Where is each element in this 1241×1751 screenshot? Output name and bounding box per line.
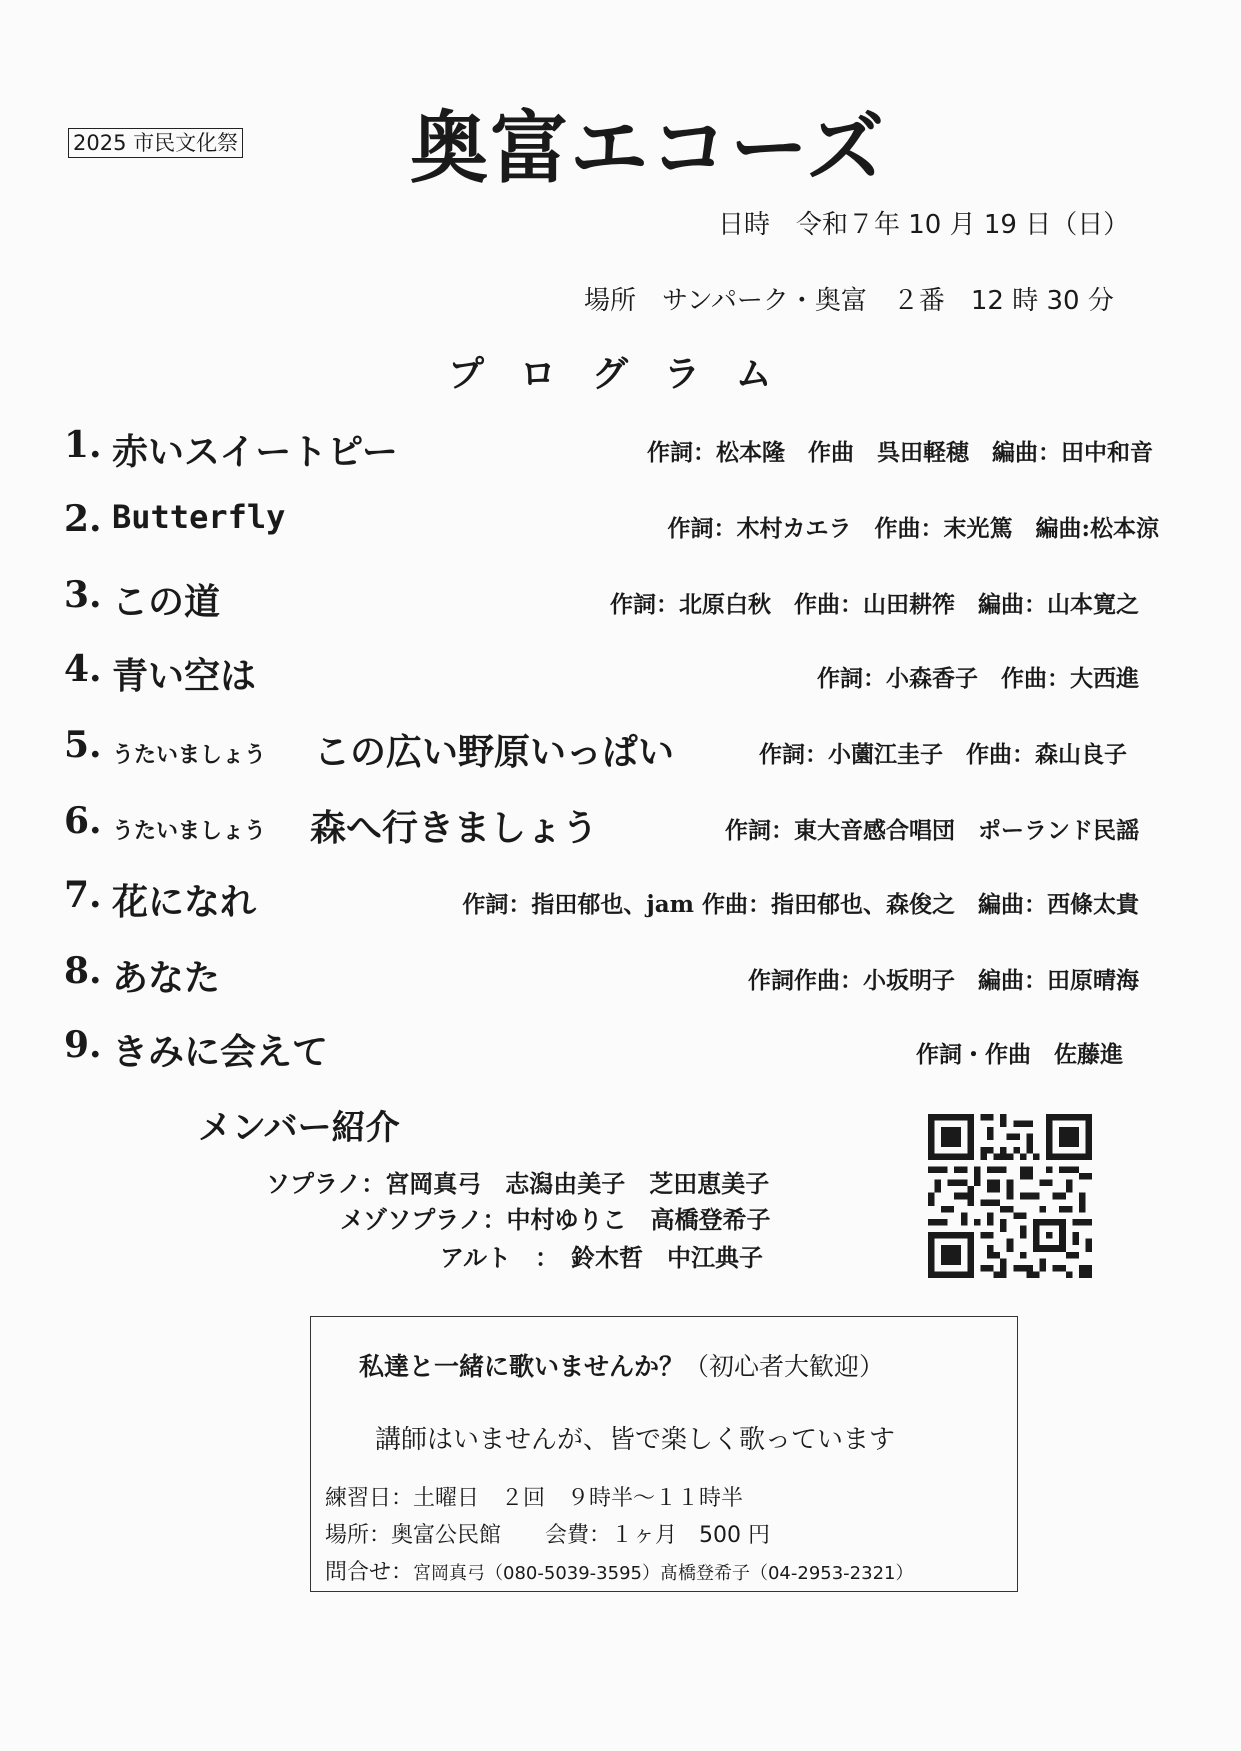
program-item-7-title: 花になれ [112, 881, 257, 923]
program-item-2-credit: 作詞：木村カエラ 作曲：末光篤 編曲:松本涼 [667, 515, 1159, 542]
member-alto: アルト ： 鈴木哲 中江典子 [440, 1243, 764, 1272]
program-item-4-credit: 作詞：小森香子 作曲：大西進 [817, 665, 1139, 692]
program-item-1-title: 赤いスイートピー [112, 431, 398, 473]
program-item-4-number: 4. [64, 648, 102, 690]
program-item-9-number: 9. [64, 1024, 102, 1066]
program-item-8-credit: 作詞作曲：小坂明子 編曲：田原晴海 [748, 967, 1139, 994]
program-item-9-title: きみに会えて [112, 1031, 329, 1073]
festival-badge: 2025 市民文化祭 [68, 128, 243, 158]
member-soprano: ソプラノ：宮岡真弓 志潟由美子 芝田恵美子 [266, 1169, 770, 1198]
program-item-6-credit: 作詞：東大音感合唱団 ポーランド民謡 [725, 817, 1139, 844]
program-item-5-credit: 作詞：小薗江圭子 作曲：森山良子 [759, 741, 1127, 768]
program-item-2-title: Butterfly [112, 498, 286, 536]
program-item-3-credit: 作詞：北原白秋 作曲：山田耕筰 編曲：山本寛之 [610, 591, 1139, 618]
program-item-7-credit: 作詞：指田郁也、jam 作曲：指田郁也、森俊之 編曲：西條太貴 [462, 891, 1139, 918]
member-mezzo-soprano: メゾソプラノ：中村ゆりこ 高橋登希子 [340, 1205, 771, 1234]
program-heading: プログラム [448, 353, 808, 395]
page-title: 奥富エコーズ [410, 103, 887, 194]
program-item-3-title: この道 [112, 581, 221, 623]
place-line: 場所 サンパーク・奥富 ２番 12 時 30 分 [584, 286, 1114, 316]
program-item-9-credit: 作詞・作曲 佐藤進 [916, 1041, 1123, 1068]
program-item-5-title: この広い野原いっぱい [314, 731, 675, 773]
program-item-1-number: 1. [64, 424, 102, 466]
program-item-3-number: 3. [64, 574, 102, 616]
program-item-5-number: 5. [64, 724, 102, 766]
program-item-2-number: 2. [64, 498, 102, 540]
program-item-6-prefix: うたいましょう [112, 818, 267, 844]
invitation-line [359, 1347, 884, 1383]
program-item-6-title: 森へ行きましょう [310, 807, 599, 849]
program-item-8-title: あなた [112, 957, 221, 999]
program-item-4-title: 青い空は [112, 655, 257, 697]
invitation-text: 私達と一緒に歌いませんか？ [359, 1352, 685, 1381]
members-heading: メンバー紹介 [198, 1108, 400, 1148]
practice-schedule: 練習日：土曜日 ２回 ９時半～１１時半 [325, 1486, 744, 1511]
practice-place-fee: 場所：奥富公民館 会費：１ヶ月 500 円 [325, 1523, 770, 1548]
program-item-8-number: 8. [64, 950, 102, 992]
qr-code-icon [928, 1114, 1092, 1278]
program-item-7-number: 7. [64, 874, 102, 916]
contact-details: 宮岡真弓（080-5039-3595）髙橋登希子（04-2953-2321） [413, 1563, 914, 1584]
contact-line [325, 1555, 914, 1586]
invitation-box [310, 1316, 1018, 1592]
program-item-5-prefix: うたいましょう [112, 742, 267, 768]
contact-label: 問合せ： [325, 1560, 414, 1585]
invitation-note: （初心者大歓迎） [684, 1352, 885, 1381]
invitation-message: 講師はいませんが、皆で楽しく歌っています [375, 1425, 896, 1455]
date-line: 日時 令和７年 10 月 19 日（日） [718, 210, 1130, 240]
program-item-1-credit: 作詞：松本隆 作曲 呉田軽穂 編曲：田中和音 [647, 439, 1153, 466]
program-item-6-number: 6. [64, 800, 102, 842]
